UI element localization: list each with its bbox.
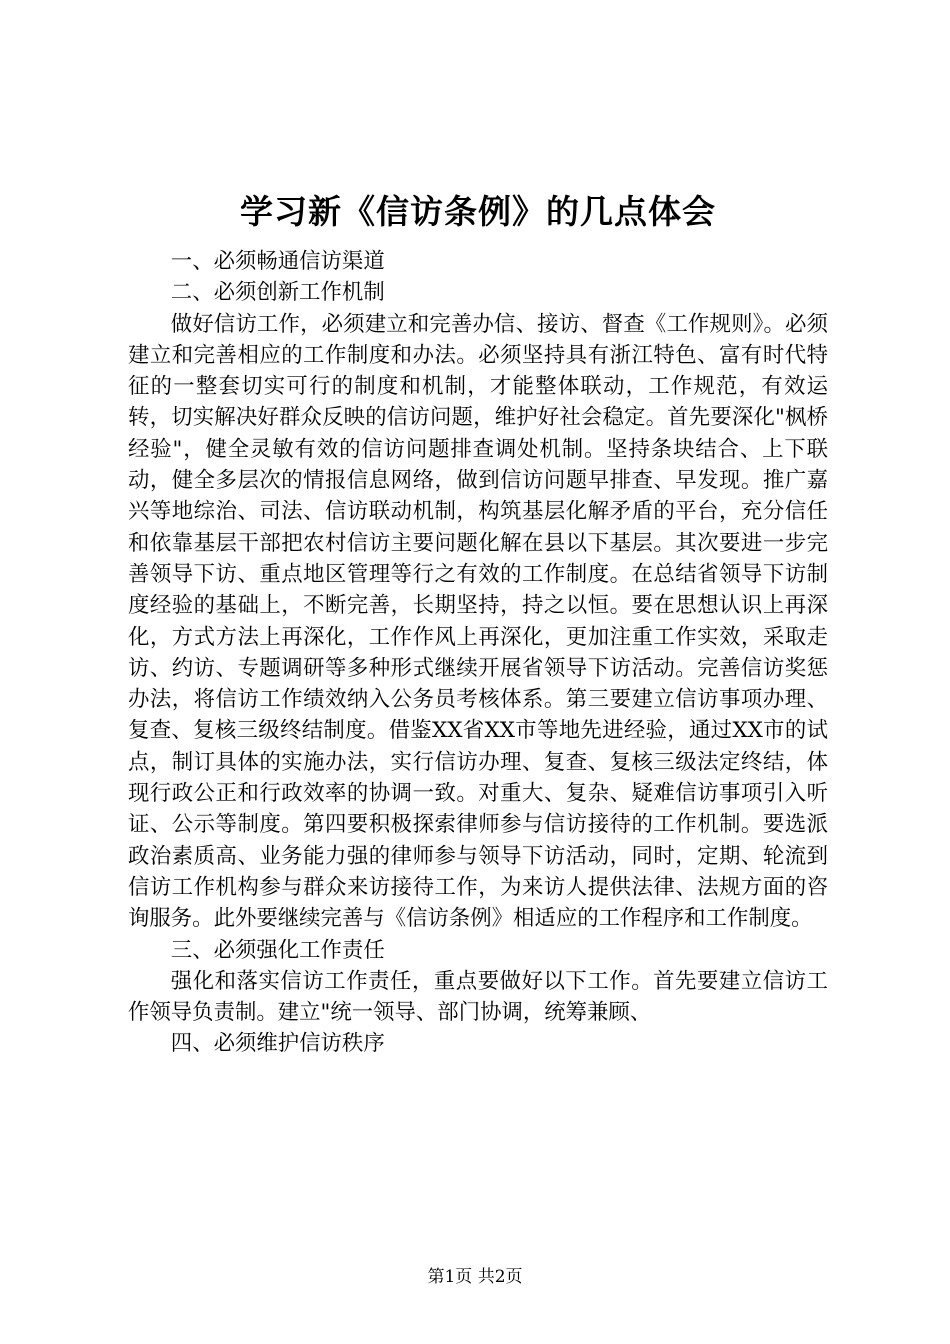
section-heading-4: 四、必须维护信访秩序: [170, 1031, 385, 1057]
body-paragraph-2: 强化和落实信访工作责任，重点要做好以下工作。首先要建立信访工作领导负责制。建立"统一领导、部门协调，统筹兼顾、: [128, 968, 828, 1026]
page-footer: 第1页 共2页: [427, 1267, 523, 1287]
section-heading-1: 一、必须畅通信访渠道: [170, 249, 385, 274]
document-title: 学习新《信访条例》的几点体会: [240, 192, 716, 231]
section-heading-3: 三、必须强化工作责任: [170, 937, 385, 963]
body-paragraph-1: 做好信访工作，必须建立和完善办信、接访、督查《工作规则》。必须建立和完善相应的工作制度和办法。必须坚持具有浙江特色、富有时代特征的一整套切实可行的制度和机制，才能整体联动，工作规范，有效运转，切实解决好群众反映的信访问题，维护好社会稳定。首先要深化"枫桥经验"，健全灵敏有效的信访问题排查调处机制。坚持条块结合、上下联动，健全多层次的情报信息网络，做到信访问题早排查、早发现。推广嘉兴等地综治、司法、信访联动机制，构筑基层化解矛盾的平台，充分信任和依靠基层干部把农村信访主要问题化解在县以下基层。其次要进一步完善领导下访、重点地区管理等行之有效的工作制度。在总结省领导下访制度经验的基础上，不断完善，长期坚持，持之以恒。要在思想认识上再深化，方式方法上再深化，工作作风上再深化，更加注重工作实效，采取走访、约访、专题调研等多种形式继续开展省领导下访活动。完善信访奖惩办法，将信访工作绩效纳入公务员考核体系。第三要建立信访事项办理、复查、复核三级终结制度。借鉴XX省XX市等地先进经验，通过XX市的试点，制订具体的实施办法，实行信访办理、复查、复核三级法定终结，体现行政公正和行政效率的协调一致。对重大、复杂、疑难信访事项引入听证、公示等制度。第四要积极探索律师参与信访接待的工作机制。要选派政治素质高、业务能力强的律师参与领导下访活动，同时，定期、轮流到信访工作机构参与群众来访接待工作，为来访人提供法律、法规方面的咨询服务。此外要继续完善与《信访条例》相适应的工作程序和工作制度。: [128, 311, 828, 932]
section-heading-2: 二、必须创新工作机制: [170, 280, 385, 306]
document-body: [128, 190, 828, 1060]
